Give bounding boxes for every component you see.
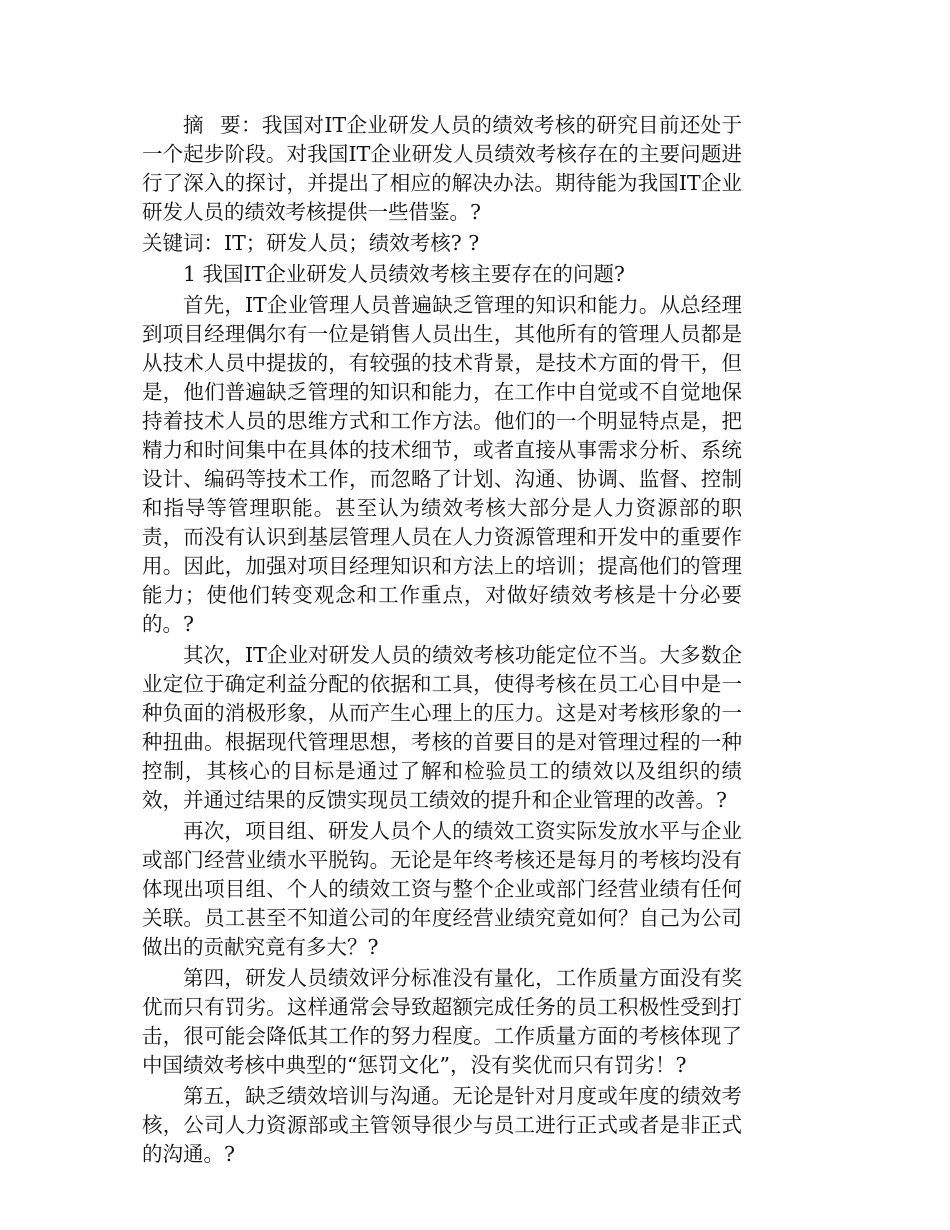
section-heading: 1 我国IT企业研发人员绩效考核主要存在的问题? [183, 262, 625, 286]
body-paragraph-5: 第五，缺乏绩效培训与沟通。无论是针对月度或年度的绩效考核，公司人力资源部或主管领导很少与员工进行正式或者是非正式的沟通。? [142, 1084, 742, 1166]
body-paragraph-4: 第四，研发人员绩效评分标准没有量化，工作质量方面没有奖优而只有罚劣。这样通常会导致超额完成任务的员工积极性受到打击，很可能会降低其工作的努力程度。工作质量方面的考核体现了中国绩效考核中典型的“惩罚文化”，没有奖优而只有罚劣！? [142, 966, 742, 1077]
abstract-label [183, 113, 262, 137]
body-paragraph-1: 首先，IT企业管理人员普遍缺乏管理的知识和能力。从总经理到项目经理偶尔有一位是销售人员出生，其他所有的管理人员都是从技术人员中提拔的，有较强的技术背景，是技术方面的骨干，但是，他们普遍缺乏管理的知识和能力，在工作中自觉或不自觉地保持着技术人员的思维方式和工作方法。他们的一个明显特点是，把精力和时间集中在具体的技术细节，或者直接从事需求分析、系统设计、编码等技术工作，而忽略了计划、沟通、协调、监督、控制和指导等管理职能。甚至认为绩效考核大部分是人力资源部的职责，而没有认识到基层管理人员在人力资源管理和开发中的重要作用。因此，加强对项目经理知识和方法上的培训；提高他们的管理能力；使他们转变观念和工作重点，对做好绩效考核是十分必要的。? [142, 293, 742, 636]
abstract-label-char2: 要： [219, 113, 262, 137]
body-paragraph-3: 再次，项目组、研发人员个人的绩效工资实际发放水平与企业或部门经营业绩水平脱钩。无论是年终考核还是每月的考核均没有体现出项目组、个人的绩效工资与整个企业或部门经营业绩有任何关联。员工甚至不知道公司的年度经营业绩究竟如何？自己为公司做出的贡献究竟有多大？? [142, 819, 742, 959]
abstract-label-char1: 摘 [183, 113, 204, 137]
keywords-line: 关键词：IT；研发人员；绩效考核? ? [142, 231, 480, 255]
abstract-paragraph [142, 111, 742, 227]
body-paragraph-2: 其次，IT企业对研发人员的绩效考核功能定位不当。大多数企业定位于确定利益分配的依据和工具，使得考核在员工心目中是一种负面的消极形象，从而产生心理上的压力。这是对考核形象的一种扭曲。根据现代管理思想，考核的首要目的是对管理过程的一种控制，其核心的目标是通过了解和检验员工的绩效以及组织的绩效，并通过结果的反馈实现员工绩效的提升和企业管理的改善。? [142, 643, 742, 812]
document-body [142, 111, 742, 1171]
abstract-text: 我国对IT企业研发人员的绩效考核的研究目前还处于一个起步阶段。对我国IT企业研发人员绩效考核存在的主要问题进行了深入的探讨，并提出了相应的解决办法。期待能为我国IT企业研发人员的绩效考核提供一些借鉴。? [142, 113, 743, 224]
